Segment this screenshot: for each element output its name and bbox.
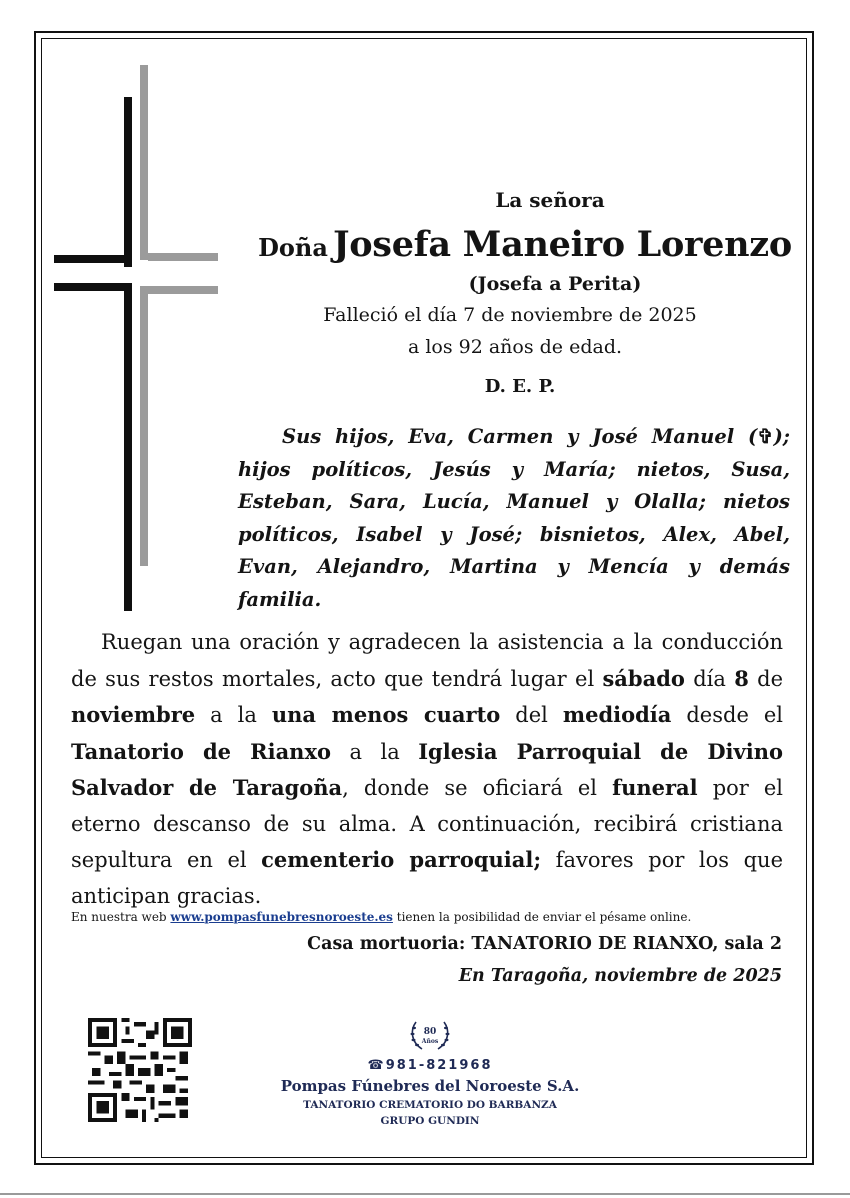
company-group: GRUPO GUNDIN: [380, 1115, 480, 1127]
deceased-name: Josefa Maneiro Lorenzo: [332, 224, 792, 265]
website-link[interactable]: www.pompasfunebresnoroeste.es: [170, 910, 393, 924]
phone-number[interactable]: ☎981-821968: [367, 1058, 493, 1073]
name-prefix: Doña: [258, 233, 328, 262]
phone-icon: ☎: [367, 1058, 386, 1073]
death-date: Falleció el día 7 de noviembre de 2025: [323, 304, 697, 326]
family-text-1: Sus hijos, Eva, Carmen y José Manuel (: [282, 425, 758, 448]
rip-label: D. E. P.: [484, 376, 556, 397]
qr-code-icon[interactable]: [88, 1018, 192, 1122]
place-date: En Taragoña, noviembre de 2025: [458, 966, 782, 986]
company-subtitle: TANATORIO CREMATORIO DO BARBANZA: [303, 1099, 557, 1111]
nickname: (Josefa a Perita): [468, 273, 642, 295]
company-name: Pompas Fúnebres del Noroeste S.A.: [280, 1077, 580, 1095]
anniversary-logo-icon: [404, 1016, 456, 1054]
svg-text:Años: Años: [421, 1038, 439, 1045]
family-text-2: ); hijos políticos, Jesús y María; nietos, Susa, Esteban, Sara, Lucía, Manuel y Olalla; nietos políticos, Isabel y José; bisnietos, Alex, Abel, Evan, Alejandro, Martina y Mencía y demás familia.: [238, 425, 790, 611]
svg-text:80: 80: [423, 1027, 437, 1037]
deceased-name-line: [240, 224, 810, 265]
funeral-home: Casa mortuoria: TANATORIO DE RIANXO, sala 2: [307, 934, 782, 954]
small-cross-icon: ✞: [757, 425, 774, 448]
web-condolence-note: En nuestra web www.pompasfunebresnoroeste.es tienen la posibilidad de enviar el pésame online.: [71, 910, 692, 924]
age: a los 92 años de edad.: [407, 336, 623, 358]
family-paragraph: [238, 421, 790, 616]
intro-label: La señora: [495, 188, 605, 212]
ceremony-paragraph: Ruegan una oración y agradecen la asistencia a la conducción de sus restos mortales, acto que tendrá lugar el sábado día 8 de noviembre a la una menos cuarto del mediodía desde el Tanatorio de Rianxo a la Iglesia Parroquial de Divino Salvador de Taragoña, donde se oficiará el funeral por el eterno descanso de su alma. A continuación, recibirá cristiana sepultura en el cementerio parroquial; favores por los que anticipan gracias.: [71, 630, 784, 908]
